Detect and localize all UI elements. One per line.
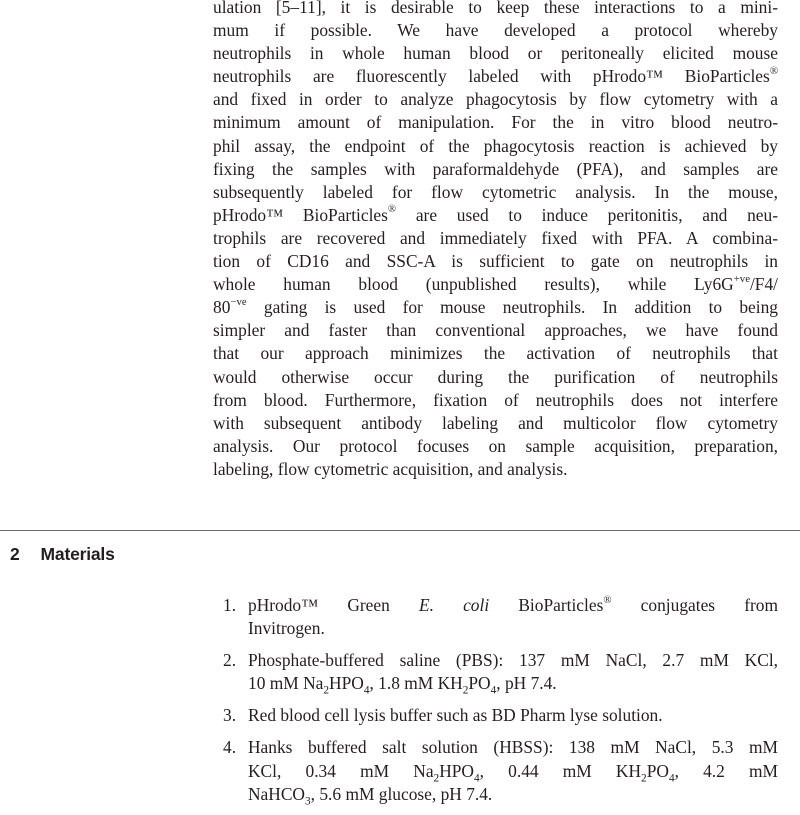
text-line: Red blood cell lysis buffer such as BD Pharm lyse solution. [248,705,663,726]
text-line: labeling, flow cytometric acquisition, and analysis. [213,458,568,479]
registered-mark: ® [769,64,778,77]
text-line: analysis. Our protocol focuses on sample acquisition, preparation, [213,435,778,456]
section-number: 2 [10,544,20,564]
item-number: 3. [223,705,237,726]
superscript: −ve [230,295,247,308]
text-line: fixing the samples with paraformaldehyde (PFA), and samples are [213,158,778,179]
citation-link[interactable]: [5–11] [275,0,322,17]
text-line: subsequently labeled for flow cytometric analysis. In the mouse, [213,181,778,202]
registered-mark: ® [387,203,397,216]
text-line: and fixed in order to analyze phagocytosis by flow cytometry with a [213,89,778,110]
text-line: Invitrogen. [248,618,325,639]
text-line: Hanks buffered salt solution (HBSS): 138 mM NaCl, 5.3 mM [248,737,778,758]
text-line: would otherwise occur during the purification of neutrophils [213,366,778,387]
paragraph [213,0,778,481]
materials-list [213,594,778,815]
text-line: phil assay, the endpoint of the phagocytosis reaction is achieved by [213,135,778,156]
text-line: with subsequent antibody labeling and multicolor flow cytometry [213,412,778,433]
item-number: 1. [223,595,237,615]
list-item [213,704,778,727]
section-heading [10,544,115,565]
text-line: whole human blood (unpublished results), while $Ly6G^{+ve}/F4/$ [213,272,778,295]
text-line: that our approach minimizes the activation of neutrophils that [213,343,778,364]
item-number: 2. [223,650,237,671]
list-item [213,594,778,640]
text-line: NaHCO$_3$, 5.6 mM glucose, pH 7.4. [248,783,493,808]
text-line: simpler and faster than conventional approaches, we have found [213,320,778,341]
text-line: from blood. Furthermore, fixation of neutrophils does not interfere [213,389,778,410]
text-line: $80^{-ve}$ gating is used for mouse neutrophils. In addition to being [213,295,778,318]
superscript: +ve [733,272,750,285]
text-line: pHrodo™ BioParticles® are used to induce peritonitis, and neu- [213,203,778,225]
text-line: neutrophils in whole human blood or peritoneally elicited mouse [213,43,778,64]
text-line: tion of CD16 and SSC-A is sufficient to gate on neutrophils in [213,251,778,272]
species-name: E. coli [418,595,490,615]
section-title: Materials [40,544,115,564]
section-divider [0,530,800,531]
list-item [213,649,778,695]
text-line: pHrodo™ Green E. coli BioParticles® conjugates from [248,593,779,615]
text-line: ulation [5–11], it is desirable to keep these interactions to a mini- [213,0,778,19]
text-line: minimum amount of manipulation. For the in vitro blood neutro- [213,112,778,133]
list-item [213,736,778,808]
registered-mark: ® [603,593,612,606]
text-line: trophils are recovered and immediately fixed with PFA. A combina- [213,227,778,248]
text-line: KCl, 0.34 mM $Na_2HPO_4$, 0.44 mM $KH_2PO_4$, 4.2 mM [248,760,778,785]
text-line: 10 mM $Na_2HPO_4$, 1.8 mM $KH_2PO_4$, pH 7.4. [248,673,557,697]
item-number: 4. [223,737,237,758]
intro-paragraph [213,0,778,481]
text-line: neutrophils are fluorescently labeled with pHrodo™ BioParticles® [213,64,778,87]
text-line: mum if possible. We have developed a protocol whereby [213,20,778,41]
text-line: Phosphate-buffered saline (PBS): 137 mM NaCl, 2.7 mM KCl, [248,650,778,671]
